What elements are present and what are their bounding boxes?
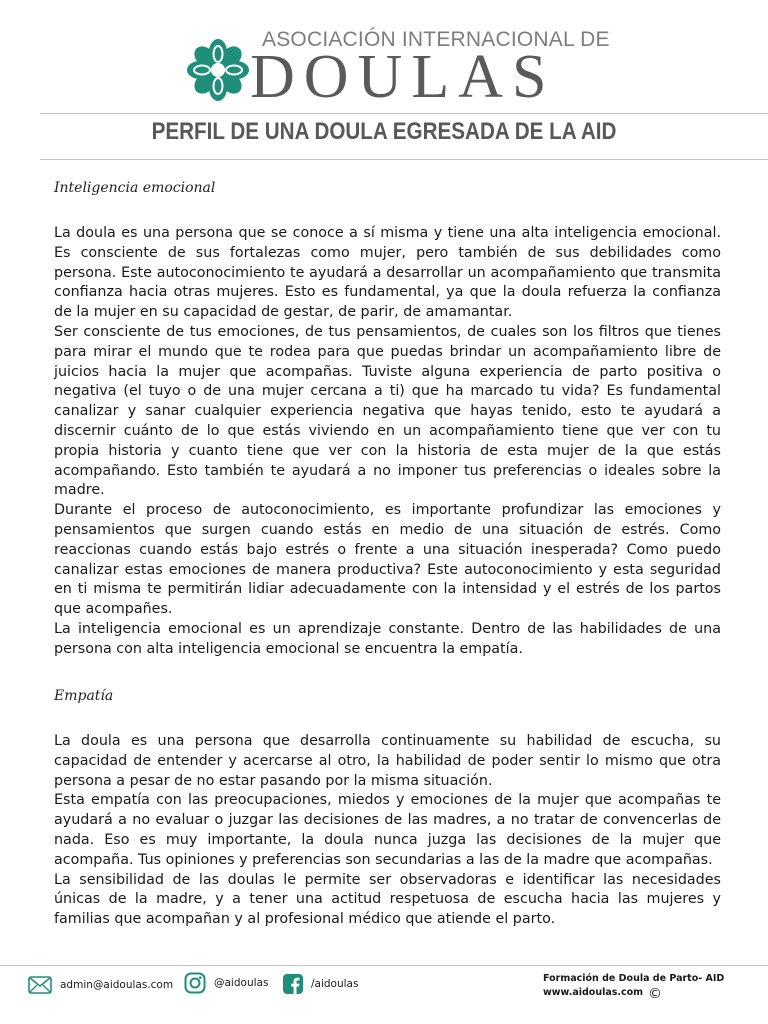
section-body-emotional-intelligence	[54, 224, 721, 660]
footer-divider	[0, 965, 768, 966]
footer-course-info	[543, 972, 724, 1000]
doulas-flower-logo-icon	[186, 38, 250, 102]
section-heading-empathy: Empatía	[54, 688, 114, 704]
organization-name-line: ASOCIACIÓN INTERNACIONAL DE	[262, 28, 610, 51]
footer-facebook[interactable]	[283, 974, 358, 994]
copyright-symbol: ©	[648, 986, 662, 1002]
paragraph: La inteligencia emocional es un aprendizaje constante. Dentro de las habilidades de una persona con alta inteligencia emocional se encuentra la empatía.	[54, 620, 721, 657]
section-body-empathy	[54, 732, 721, 930]
facebook-icon	[283, 974, 303, 994]
instagram-icon	[184, 972, 206, 994]
paragraph: Durante el proceso de autoconocimiento, es importante profundizar las emociones y pensamientos que surgen cuando estás en medio de una situación de estrés. Como reaccionas cuando estás bajo estrés o frente a una situación inesperada? Como puedo canalizar estas emociones de manera productiva? Este autoconocimiento y esta seguridad en ti misma te permitirán lidiar adecuadamente con la intensidad y el estrés de los partos que acompañes.	[54, 502, 721, 618]
organization-name-doulas: DOULAS	[250, 43, 556, 111]
course-name: Formación de Doula de Parto- AID	[543, 973, 725, 984]
footer-email[interactable]	[28, 976, 173, 994]
page-header	[0, 0, 768, 120]
email-link[interactable]: admin@aidoulas.com	[60, 979, 174, 991]
paragraph: Esta empatía con las preocupaciones, miedos y emociones de la mujer que acompañas te ayudará a no evaluar o juzgar las decisiones de las madres, a no tratar de convencerlas de nada. Eso es muy importante, la doula nunca juzga las decisiones de la mujer que acompaña. Tus opiniones y preferencias son secundarias a las de la madre que acompañas.	[54, 792, 721, 868]
title-top-divider	[40, 113, 768, 114]
paragraph: La doula es una persona que se conoce a sí misma y tiene una alta inteligencia emocional. Es consciente de sus fortalezas como mujer, pero también de sus debilidades como persona. Este autoconocimiento te ayudará a desarrollar un acompañamiento que transmita confianza hacia otras mujeres. Esto es fundamental, ya que la doula refuerza la confianza de la mujer en su capacidad de gestar, de parir, de amamantar.	[54, 225, 721, 321]
paragraph: La doula es una persona que desarrolla continuamente su habilidad de escucha, su capacidad de entender y acercarse al otro, la habilidad de poder sentir lo mismo que otra persona a pesar de no estar pasando por la misma situación.	[54, 733, 721, 789]
envelope-icon	[28, 976, 52, 994]
instagram-handle[interactable]: @aidoulas	[214, 977, 269, 989]
title-bottom-divider	[40, 159, 768, 160]
paragraph: Ser consciente de tus emociones, de tus pensamientos, de cuales son los filtros que tienes para mirar el mundo que te rodea para que puedas brindar un acompañamiento libre de juicios hacia la mujer que acompañas. Tuviste alguna experiencia de parto positiva o negativa (el tuyo o de una mujer cercana a ti) que ha marcado tu vida? Es fundamental canalizar y sanar cualquier experiencia negativa que hayas tenido, esto te ayudará a discernir cuánto de lo que estás viviendo en un acompañamiento tiene que ver con tu propia historia y cuanto tiene que ver con la historia de esta mujer de la que estás acompañando. Esto también te ayudará a no imponer tus preferencias o ideales sobre la madre.	[54, 323, 721, 499]
section-heading-emotional-intelligence: Inteligencia emocional	[54, 180, 216, 196]
footer-instagram[interactable]	[184, 972, 268, 994]
paragraph: La sensibilidad de las doulas le permite ser observadoras e identificar las necesidades únicas de la madre, y a tener una actitud respetuosa de escucha hacia las mujeres y familias que acompañan y al profesional médico que atiende el parto.	[54, 871, 721, 928]
page-footer	[0, 968, 768, 1024]
page-title: PERFIL DE UNA DOULA EGRESADA DE LA AID	[151, 118, 617, 145]
website-link[interactable]: www.aidoulas.com	[543, 987, 644, 998]
facebook-handle[interactable]: /aidoulas	[311, 978, 359, 990]
